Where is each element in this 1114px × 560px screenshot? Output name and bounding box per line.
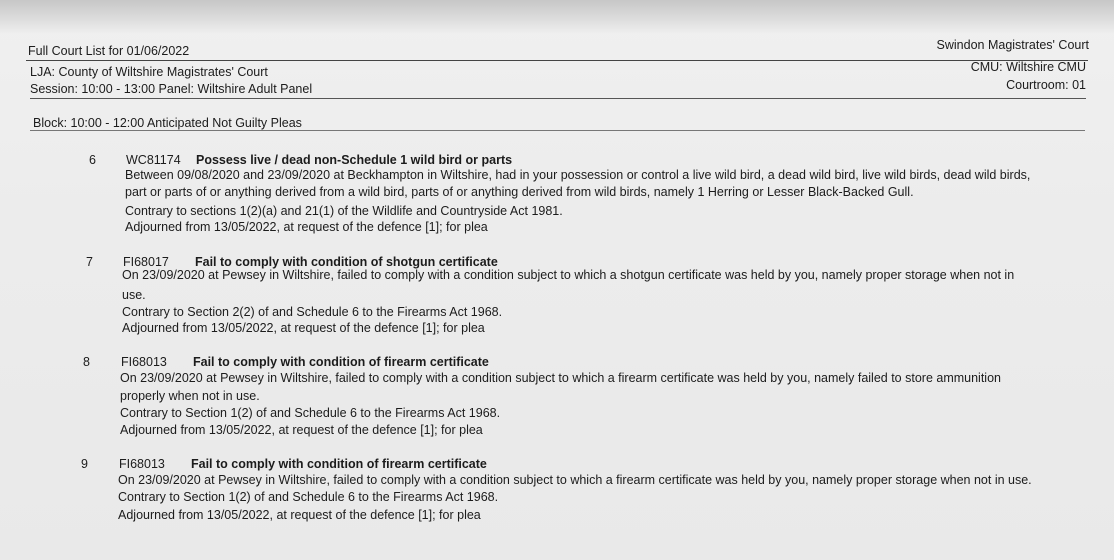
case-line: Adjourned from 13/05/2022, at request of the defence [1]; for plea [122, 321, 485, 335]
lja-label: LJA: County of Wiltshire Magistrates' Court [30, 65, 268, 79]
case-number: 9 [81, 457, 88, 471]
case-number: 6 [89, 153, 96, 167]
case-line: part or parts of or anything derived from a wild bird, parts of or anything derived from wild birds, namely 1 Herring or Lesser Black-Backed Gull. [125, 185, 914, 199]
case-line: Between 09/08/2020 and 23/09/2020 at Beckhampton in Wiltshire, had in your possession or control a live wild bird, a dead wild bird, live wild birds, dead wild birds, [125, 168, 1031, 182]
case-number: 7 [86, 255, 93, 269]
session-rule [30, 98, 1086, 99]
page-shadow [0, 0, 1114, 34]
offence-title: Fail to comply with condition of firearm certificate [193, 355, 489, 369]
case-line: On 23/09/2020 at Pewsey in Wiltshire, failed to comply with a condition subject to which a shotgun certificate was held by you, namely proper storage when not in [122, 268, 1015, 282]
case-line: Adjourned from 13/05/2022, at request of the defence [1]; for plea [120, 423, 483, 437]
case-line: Contrary to sections 1(2)(a) and 21(1) of the Wildlife and Countryside Act 1981. [125, 204, 563, 218]
offence-code: FI68013 [121, 355, 167, 369]
case-line: properly when not in use. [120, 389, 260, 403]
case-line: On 23/09/2020 at Pewsey in Wiltshire, failed to comply with a condition subject to which a firearm certificate was held by you, namely proper storage when not in use. [118, 473, 1032, 487]
case-line: use. [122, 288, 146, 302]
cmu-label: CMU: Wiltshire CMU [970, 60, 1086, 74]
offence-code: FI68013 [119, 457, 165, 471]
court-name: Swindon Magistrates' Court [936, 38, 1089, 52]
courtroom-label: Courtroom: 01 [1006, 78, 1086, 92]
case-line: Contrary to Section 2(2) of and Schedule 6 to the Firearms Act 1968. [122, 305, 503, 319]
offence-code: FI68017 [123, 255, 169, 269]
case-number: 8 [83, 355, 90, 369]
case-line: On 23/09/2020 at Pewsey in Wiltshire, failed to comply with a condition subject to which a firearm certificate was held by you, namely failed to store ammunition [120, 371, 1001, 385]
case-line: Adjourned from 13/05/2022, at request of the defence [1]; for plea [118, 508, 481, 522]
list-title: Full Court List for 01/06/2022 [28, 44, 190, 58]
block-label: Block: 10:00 - 12:00 Anticipated Not Guilty Pleas [33, 116, 302, 130]
case-line: Contrary to Section 1(2) of and Schedule 6 to the Firearms Act 1968. [118, 490, 499, 504]
block-rule [30, 130, 1085, 131]
offence-code: WC81174 [126, 153, 181, 167]
offence-title: Fail to comply with condition of shotgun certificate [195, 255, 498, 269]
offence-title: Fail to comply with condition of firearm certificate [191, 457, 487, 471]
case-line: Contrary to Section 1(2) of and Schedule 6 to the Firearms Act 1968. [120, 406, 501, 420]
header-rule [26, 60, 1088, 61]
session-label: Session: 10:00 - 13:00 Panel: Wiltshire Adult Panel [30, 82, 313, 96]
offence-title: Possess live / dead non-Schedule 1 wild bird or parts [196, 153, 513, 167]
case-line: Adjourned from 13/05/2022, at request of the defence [1]; for plea [125, 220, 488, 234]
